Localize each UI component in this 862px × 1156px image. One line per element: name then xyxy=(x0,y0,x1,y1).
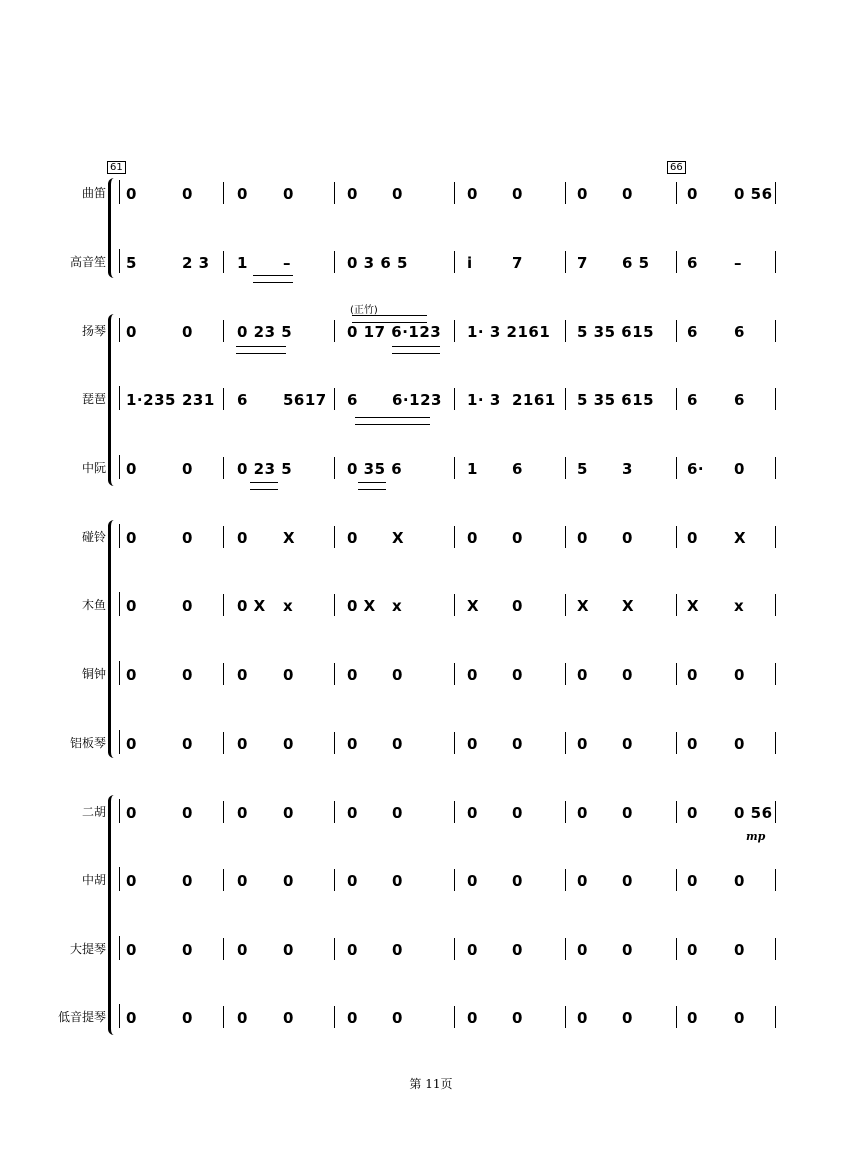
note-cell: 0 xyxy=(512,597,523,615)
note-cell: 0 xyxy=(237,1009,248,1027)
note-cell: 0 xyxy=(734,666,745,684)
barline xyxy=(565,869,566,891)
note-cell: X xyxy=(392,529,405,547)
row-start-line xyxy=(119,936,120,960)
barline xyxy=(676,251,677,273)
note-cell: 6 xyxy=(734,391,745,409)
note-cell: 0 xyxy=(622,804,633,822)
note-cell: 0 xyxy=(392,872,403,890)
note-cell: i xyxy=(467,254,473,272)
instrument-name: 低音提琴 xyxy=(57,1010,106,1024)
note-cell: 0 xyxy=(577,529,588,547)
barline xyxy=(334,388,335,410)
row-start-line xyxy=(119,730,120,754)
note-cell: 7 xyxy=(512,254,523,272)
barline xyxy=(565,526,566,548)
note-cell: 6·123 xyxy=(392,391,442,409)
note-cell: 0 xyxy=(622,872,633,890)
barline xyxy=(565,320,566,342)
barline xyxy=(334,251,335,273)
note-cell: 0 xyxy=(347,804,358,822)
barline xyxy=(676,388,677,410)
note-cell: 0 xyxy=(512,185,523,203)
note-cell: 6· xyxy=(687,460,705,478)
note-cell: 5617 xyxy=(283,391,327,409)
note-cell: 0 xyxy=(467,735,478,753)
note-cell: 6 5 xyxy=(622,254,650,272)
note-cell: 0 xyxy=(577,804,588,822)
note-cell: 0 xyxy=(126,323,137,341)
note-cell: 0 xyxy=(126,735,137,753)
barline xyxy=(565,388,566,410)
note-cell: 0 xyxy=(687,1009,698,1027)
tremolo-mark xyxy=(358,482,386,490)
note-cell: 0 xyxy=(687,735,698,753)
barline xyxy=(334,1006,335,1028)
note-cell: 0 xyxy=(347,185,358,203)
note-cell: 6 xyxy=(237,391,248,409)
barline xyxy=(676,594,677,616)
note-cell: X xyxy=(283,529,296,547)
note-cell: 2 3 xyxy=(182,254,210,272)
note-cell: 0 xyxy=(182,597,193,615)
barline xyxy=(565,251,566,273)
barline xyxy=(223,869,224,891)
note-cell: 0 xyxy=(347,529,358,547)
note-cell: 0 xyxy=(687,804,698,822)
barline xyxy=(454,801,455,823)
barline xyxy=(223,938,224,960)
instrument-name: 曲笛 xyxy=(81,186,106,200)
tremolo-mark xyxy=(253,275,293,283)
footer-prefix: 第 xyxy=(409,1077,422,1091)
row-start-line xyxy=(119,386,120,410)
instrument-name: 琵琶 xyxy=(81,392,106,406)
note-cell: 0 xyxy=(347,872,358,890)
note-cell: 0 xyxy=(467,804,478,822)
note-cell: 0 xyxy=(512,804,523,822)
row-start-line xyxy=(119,1004,120,1028)
barline xyxy=(223,457,224,479)
note-cell: 0 xyxy=(126,460,137,478)
tremolo-mark xyxy=(355,417,430,425)
note-cell: 0 xyxy=(182,941,193,959)
note-cell: 0 xyxy=(126,1009,137,1027)
barline xyxy=(454,732,455,754)
note-cell: 0 xyxy=(687,872,698,890)
instrument-name: 铜钟 xyxy=(81,667,106,681)
note-cell: 0 xyxy=(687,666,698,684)
barline xyxy=(565,938,566,960)
barline xyxy=(223,388,224,410)
barline xyxy=(565,182,566,204)
note-cell: 0 xyxy=(512,666,523,684)
barline xyxy=(565,457,566,479)
note-cell: X xyxy=(734,529,747,547)
note-cell: 6 xyxy=(347,391,358,409)
barline xyxy=(454,526,455,548)
note-cell: 0 xyxy=(126,941,137,959)
barline xyxy=(676,457,677,479)
note-cell: 0 xyxy=(347,941,358,959)
note-cell: 6 xyxy=(512,460,523,478)
note-cell: 0 xyxy=(347,735,358,753)
barline xyxy=(775,526,776,548)
barline xyxy=(223,663,224,685)
barline xyxy=(334,594,335,616)
note-cell: 0 xyxy=(237,872,248,890)
note-cell: 0 23 5 xyxy=(237,460,293,478)
note-cell: X xyxy=(467,597,480,615)
note-cell: 0 xyxy=(577,872,588,890)
note-cell: 0 xyxy=(237,185,248,203)
barline xyxy=(454,1006,455,1028)
dynamic-mp: mp xyxy=(746,830,766,843)
row-start-line xyxy=(119,799,120,823)
barline xyxy=(334,869,335,891)
instrument-name: 高音笙 xyxy=(69,255,106,269)
note-cell: 6 xyxy=(687,391,698,409)
note-cell: 0 X xyxy=(347,597,376,615)
note-cell: 0 xyxy=(392,804,403,822)
note-cell: 0 xyxy=(126,597,137,615)
note-cell: 0 xyxy=(467,872,478,890)
barline xyxy=(454,251,455,273)
barline xyxy=(676,938,677,960)
barline xyxy=(454,938,455,960)
barline xyxy=(775,1006,776,1028)
note-cell: 0 xyxy=(467,1009,478,1027)
barline xyxy=(334,457,335,479)
note-cell: X xyxy=(687,597,700,615)
footer-suffix: 页 xyxy=(440,1077,453,1091)
barline xyxy=(565,732,566,754)
row-start-line xyxy=(119,524,120,548)
note-cell: 5 xyxy=(577,460,588,478)
note-cell: 0 17 6·123 xyxy=(347,323,442,341)
tremolo-mark xyxy=(250,482,278,490)
note-cell: 0 xyxy=(182,872,193,890)
note-cell: 0 xyxy=(126,804,137,822)
note-cell: 0 xyxy=(392,185,403,203)
note-cell: 0 xyxy=(577,666,588,684)
note-cell: 0 xyxy=(512,529,523,547)
note-cell: 5 35 615 xyxy=(577,323,655,341)
barline xyxy=(775,457,776,479)
note-cell: 1 xyxy=(467,460,478,478)
note-cell: 5 35 615 xyxy=(577,391,655,409)
note-cell: 0 xyxy=(622,735,633,753)
note-cell: 6 xyxy=(734,323,745,341)
note-cell: 0 xyxy=(734,872,745,890)
note-cell: 7 xyxy=(577,254,588,272)
annotation-zhengzhu: (正竹) xyxy=(350,305,378,316)
measure-number-61: 61 xyxy=(107,161,126,174)
barline xyxy=(454,182,455,204)
note-cell: 0 xyxy=(283,804,294,822)
measure-number-66: 66 xyxy=(667,161,686,174)
barline xyxy=(676,1006,677,1028)
barline xyxy=(676,320,677,342)
note-cell: 0 xyxy=(622,941,633,959)
barline xyxy=(676,663,677,685)
barline xyxy=(223,320,224,342)
note-cell: 0 xyxy=(126,666,137,684)
note-cell: 0 xyxy=(622,529,633,547)
note-cell: 0 56 xyxy=(734,804,773,822)
note-cell: 3 xyxy=(622,460,633,478)
page-footer xyxy=(0,1075,862,1092)
note-cell: 0 xyxy=(182,1009,193,1027)
note-cell: 0 xyxy=(126,872,137,890)
note-cell: 0 xyxy=(512,941,523,959)
note-cell: 0 3 6 5 xyxy=(347,254,408,272)
barline xyxy=(334,526,335,548)
barline xyxy=(775,182,776,204)
note-cell: 0 xyxy=(182,735,193,753)
barline xyxy=(223,732,224,754)
row-start-line xyxy=(119,318,120,342)
note-cell: 0 35 6 xyxy=(347,460,403,478)
barline xyxy=(334,320,335,342)
note-cell: 0 xyxy=(347,666,358,684)
note-cell: 6 xyxy=(687,254,698,272)
instrument-name: 扬琴 xyxy=(81,324,106,338)
note-cell: 0 xyxy=(126,185,137,203)
note-cell: 0 xyxy=(182,185,193,203)
instrument-name: 中胡 xyxy=(81,873,106,887)
barline xyxy=(454,594,455,616)
note-cell: 0 xyxy=(283,872,294,890)
note-cell: 231 xyxy=(182,391,215,409)
note-cell: 0 xyxy=(237,666,248,684)
note-cell: 0 xyxy=(182,666,193,684)
row-start-line xyxy=(119,180,120,204)
note-cell: 0 xyxy=(577,1009,588,1027)
barline xyxy=(565,1006,566,1028)
note-cell: 0 xyxy=(467,529,478,547)
row-start-line xyxy=(119,592,120,616)
note-cell: 1· 3 xyxy=(467,391,501,409)
barline xyxy=(565,801,566,823)
tremolo-mark xyxy=(392,346,440,354)
note-cell: 0 xyxy=(283,666,294,684)
note-cell: 0 xyxy=(347,1009,358,1027)
note-cell: X xyxy=(622,597,635,615)
note-cell: 0 xyxy=(283,941,294,959)
barline xyxy=(223,526,224,548)
barline xyxy=(565,594,566,616)
note-cell: 0 xyxy=(182,323,193,341)
note-cell: 6 xyxy=(687,323,698,341)
note-cell: 0 xyxy=(392,666,403,684)
instrument-name: 铝板琴 xyxy=(69,736,106,750)
note-cell: 1· 3 2161 xyxy=(467,323,551,341)
note-cell: x xyxy=(392,597,403,615)
barline xyxy=(676,732,677,754)
note-cell: 0 xyxy=(283,735,294,753)
instrument-name: 木鱼 xyxy=(81,598,106,612)
barline xyxy=(223,594,224,616)
instrument-name: 中阮 xyxy=(81,461,106,475)
note-cell: 0 xyxy=(512,872,523,890)
note-cell: 0 xyxy=(392,735,403,753)
note-cell: 0 xyxy=(182,460,193,478)
barline xyxy=(565,663,566,685)
note-cell: 0 56 xyxy=(734,185,773,203)
brace-bowed-strings xyxy=(108,795,120,1035)
barline xyxy=(454,320,455,342)
note-cell: 0 xyxy=(467,666,478,684)
note-cell: 0 xyxy=(237,529,248,547)
note-cell: 0 xyxy=(283,1009,294,1027)
note-cell: 0 xyxy=(512,735,523,753)
barline xyxy=(454,663,455,685)
note-cell: 0 xyxy=(622,185,633,203)
barline xyxy=(223,251,224,273)
barline xyxy=(334,182,335,204)
barline xyxy=(676,869,677,891)
instrument-name: 大提琴 xyxy=(69,942,106,956)
note-cell: 0 xyxy=(622,666,633,684)
note-cell: x xyxy=(283,597,294,615)
barline xyxy=(775,388,776,410)
note-cell: 0 xyxy=(182,804,193,822)
note-cell: X xyxy=(577,597,590,615)
row-start-line xyxy=(119,661,120,685)
instrument-name: 二胡 xyxy=(81,805,106,819)
note-cell: – xyxy=(734,254,742,272)
barline xyxy=(334,801,335,823)
note-cell: 5 xyxy=(126,254,137,272)
note-cell: 0 xyxy=(126,529,137,547)
note-cell: 0 23 5 xyxy=(237,323,293,341)
note-cell: 0 xyxy=(734,941,745,959)
note-cell: 1·235 xyxy=(126,391,176,409)
row-start-line xyxy=(119,249,120,273)
note-cell: 0 xyxy=(687,941,698,959)
barline xyxy=(775,801,776,823)
note-cell: 0 xyxy=(467,941,478,959)
barline xyxy=(334,732,335,754)
barline xyxy=(775,594,776,616)
barline xyxy=(334,663,335,685)
note-cell: 0 xyxy=(687,185,698,203)
note-cell: 2161 xyxy=(512,391,556,409)
note-cell: 0 xyxy=(622,1009,633,1027)
barline xyxy=(676,801,677,823)
barline xyxy=(775,732,776,754)
note-cell: 0 xyxy=(734,460,745,478)
barline xyxy=(676,526,677,548)
note-cell: 0 xyxy=(392,1009,403,1027)
barline xyxy=(775,320,776,342)
note-cell: 0 xyxy=(237,941,248,959)
barline xyxy=(454,388,455,410)
note-cell: x xyxy=(734,597,745,615)
note-cell: 0 xyxy=(237,735,248,753)
barline xyxy=(775,251,776,273)
note-cell: – xyxy=(283,254,291,272)
barline xyxy=(223,801,224,823)
barline xyxy=(775,869,776,891)
note-cell: 0 xyxy=(687,529,698,547)
note-cell: 1 xyxy=(237,254,248,272)
barline xyxy=(454,869,455,891)
barline xyxy=(775,938,776,960)
note-cell: 0 xyxy=(182,529,193,547)
note-cell: 0 xyxy=(392,941,403,959)
tremolo-mark xyxy=(236,346,286,354)
note-cell: 0 xyxy=(577,941,588,959)
barline xyxy=(676,182,677,204)
barline xyxy=(334,938,335,960)
note-cell: 0 xyxy=(467,185,478,203)
note-cell: 0 xyxy=(577,185,588,203)
barline xyxy=(223,1006,224,1028)
brace-percussion xyxy=(108,520,120,758)
note-cell: 0 xyxy=(237,804,248,822)
row-start-line xyxy=(119,867,120,891)
instrument-name: 碰铃 xyxy=(81,530,106,544)
note-cell: 0 X xyxy=(237,597,266,615)
note-cell: 0 xyxy=(734,735,745,753)
note-cell: 0 xyxy=(512,1009,523,1027)
note-cell: 0 xyxy=(734,1009,745,1027)
row-start-line xyxy=(119,455,120,479)
page-number: 11 xyxy=(425,1077,441,1091)
barline xyxy=(454,457,455,479)
barline xyxy=(223,182,224,204)
note-cell: 0 xyxy=(577,735,588,753)
barline xyxy=(775,663,776,685)
note-cell: 0 xyxy=(283,185,294,203)
